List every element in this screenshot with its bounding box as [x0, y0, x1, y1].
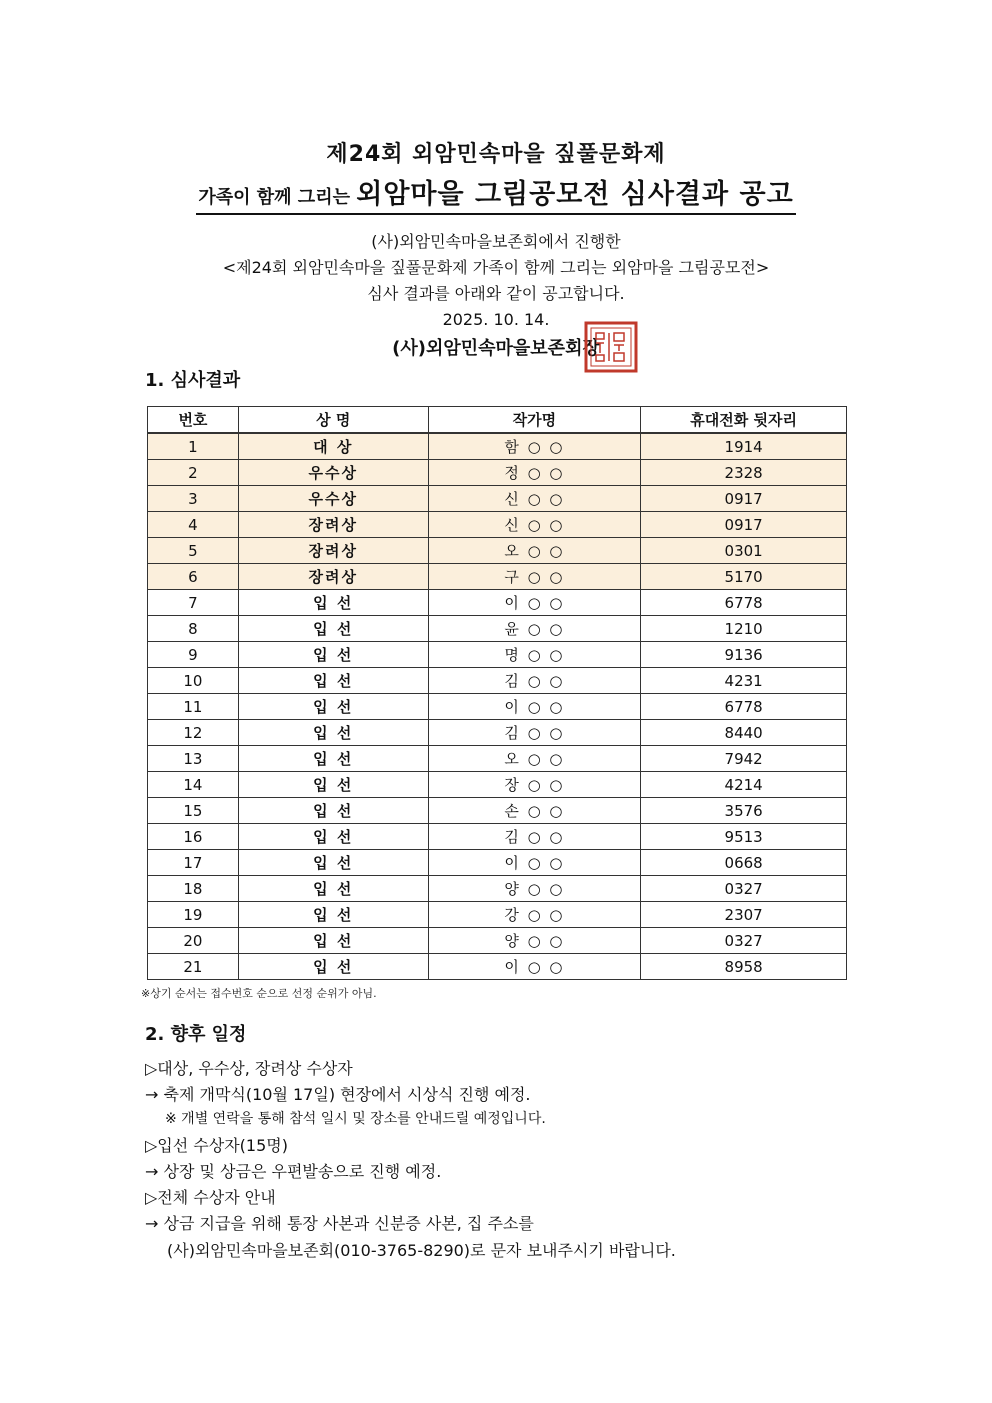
table-row — [148, 928, 847, 954]
cell-number: 18 — [148, 876, 239, 902]
cell-name: 이 ○ ○ — [428, 954, 641, 980]
schedule-line: → 축제 개막식(10월 17일) 현장에서 시상식 진행 예정. — [145, 1085, 531, 1104]
cell-number: 12 — [148, 720, 239, 746]
cell-phone: 2328 — [641, 460, 847, 486]
cell-award: 대 상 — [238, 433, 428, 460]
cell-award: 장려상 — [238, 512, 428, 538]
cell-award: 입 선 — [238, 902, 428, 928]
cell-award: 입 선 — [238, 720, 428, 746]
cell-phone: 1210 — [641, 616, 847, 642]
cell-phone: 1914 — [641, 433, 847, 460]
table-row — [148, 850, 847, 876]
title-underline — [196, 172, 795, 215]
cell-number: 14 — [148, 772, 239, 798]
cell-phone: 0327 — [641, 928, 847, 954]
section-1-heading: 1. 심사결과 — [145, 370, 241, 391]
table-row — [148, 772, 847, 798]
cell-number: 6 — [148, 564, 239, 590]
table-row — [148, 668, 847, 694]
table-row — [148, 720, 847, 746]
cell-phone: 5170 — [641, 564, 847, 590]
title-line-2-large: 외암마을 그림공모전 심사결과 공고 — [356, 179, 794, 210]
cell-phone: 0327 — [641, 876, 847, 902]
cell-phone: 4214 — [641, 772, 847, 798]
cell-name: 명 ○ ○ — [428, 642, 641, 668]
table-row — [148, 798, 847, 824]
cell-award: 장려상 — [238, 538, 428, 564]
cell-name: 윤 ○ ○ — [428, 616, 641, 642]
cell-name: 장 ○ ○ — [428, 772, 641, 798]
cell-award: 입 선 — [238, 824, 428, 850]
cell-phone: 7942 — [641, 746, 847, 772]
table-row — [148, 954, 847, 980]
column-header-number: 번호 — [148, 407, 239, 434]
cell-name: 강 ○ ○ — [428, 902, 641, 928]
table-row — [148, 694, 847, 720]
table-note: ※상기 순서는 접수번호 순으로 선정 순위가 아님. — [141, 987, 377, 1000]
cell-award: 입 선 — [238, 616, 428, 642]
table-row — [148, 512, 847, 538]
cell-number: 20 — [148, 928, 239, 954]
table-row — [148, 460, 847, 486]
column-header-award: 상 명 — [238, 407, 428, 434]
cell-name: 신 ○ ○ — [428, 486, 641, 512]
schedule-note: ※ 개별 연락을 통해 참석 일시 및 장소를 안내드릴 예정입니다. — [165, 1111, 546, 1127]
intro-line-2: <제24회 외암민속마을 짚풀문화제 가족이 함께 그리는 외암마을 그림공모전> — [222, 258, 770, 277]
table-header-row — [148, 407, 847, 434]
cell-name: 신 ○ ○ — [428, 512, 641, 538]
column-header-artist: 작가명 — [428, 407, 641, 434]
cell-award: 입 선 — [238, 876, 428, 902]
cell-award: 장려상 — [238, 564, 428, 590]
cell-name: 이 ○ ○ — [428, 850, 641, 876]
cell-phone: 0917 — [641, 486, 847, 512]
column-header-phone: 휴대전화 뒷자리 — [641, 407, 847, 434]
cell-award: 입 선 — [238, 928, 428, 954]
cell-number: 10 — [148, 668, 239, 694]
table-row — [148, 590, 847, 616]
cell-award: 입 선 — [238, 772, 428, 798]
schedule-line: → 상장 및 상금은 우편발송으로 진행 예정. — [145, 1162, 442, 1181]
table-row — [148, 824, 847, 850]
cell-phone: 0668 — [641, 850, 847, 876]
cell-name: 김 ○ ○ — [428, 720, 641, 746]
organization-name: (사)외암민속마을보존회장 — [392, 338, 600, 359]
cell-phone: 9136 — [641, 642, 847, 668]
cell-award: 입 선 — [238, 590, 428, 616]
table-row — [148, 564, 847, 590]
table-row — [148, 538, 847, 564]
cell-number: 2 — [148, 460, 239, 486]
cell-number: 5 — [148, 538, 239, 564]
cell-name: 양 ○ ○ — [428, 928, 641, 954]
cell-award: 입 선 — [238, 850, 428, 876]
cell-number: 21 — [148, 954, 239, 980]
cell-award: 입 선 — [238, 694, 428, 720]
cell-phone: 8958 — [641, 954, 847, 980]
intro-line-1: (사)외암민속마을보존회에서 진행한 — [371, 232, 621, 251]
cell-phone: 0917 — [641, 512, 847, 538]
cell-name: 양 ○ ○ — [428, 876, 641, 902]
cell-phone: 6778 — [641, 590, 847, 616]
cell-phone: 3576 — [641, 798, 847, 824]
cell-phone: 8440 — [641, 720, 847, 746]
cell-number: 16 — [148, 824, 239, 850]
cell-award: 입 선 — [238, 668, 428, 694]
cell-award: 우수상 — [238, 460, 428, 486]
cell-name: 오 ○ ○ — [428, 746, 641, 772]
results-table — [147, 406, 847, 980]
cell-name: 정 ○ ○ — [428, 460, 641, 486]
schedule-line: (사)외암민속마을보존회(010-3765-8290)로 문자 보내주시기 바랍니다. — [167, 1241, 676, 1260]
table-row — [148, 902, 847, 928]
title-line-2 — [0, 172, 992, 215]
official-seal-icon — [584, 321, 638, 373]
cell-number: 3 — [148, 486, 239, 512]
cell-name: 함 ○ ○ — [428, 433, 641, 460]
cell-number: 11 — [148, 694, 239, 720]
table-row — [148, 486, 847, 512]
cell-award: 입 선 — [238, 798, 428, 824]
cell-number: 13 — [148, 746, 239, 772]
section-2-heading: 2. 향후 일정 — [145, 1024, 247, 1045]
table-row — [148, 746, 847, 772]
cell-award: 입 선 — [238, 746, 428, 772]
cell-phone: 9513 — [641, 824, 847, 850]
cell-name: 김 ○ ○ — [428, 668, 641, 694]
schedule-line: ▷입선 수상자(15명) — [145, 1136, 288, 1155]
cell-name: 김 ○ ○ — [428, 824, 641, 850]
schedule-line: ▷대상, 우수상, 장려상 수상자 — [145, 1059, 353, 1078]
cell-phone: 2307 — [641, 902, 847, 928]
cell-award: 입 선 — [238, 642, 428, 668]
cell-name: 손 ○ ○ — [428, 798, 641, 824]
cell-name: 이 ○ ○ — [428, 590, 641, 616]
cell-number: 4 — [148, 512, 239, 538]
cell-award: 입 선 — [238, 954, 428, 980]
cell-number: 19 — [148, 902, 239, 928]
cell-phone: 4231 — [641, 668, 847, 694]
cell-number: 8 — [148, 616, 239, 642]
cell-award: 우수상 — [238, 486, 428, 512]
cell-phone: 0301 — [641, 538, 847, 564]
title-line-2-small: 가족이 함께 그리는 — [198, 187, 357, 208]
cell-phone: 6778 — [641, 694, 847, 720]
cell-number: 17 — [148, 850, 239, 876]
cell-number: 9 — [148, 642, 239, 668]
schedule-line: ▷전체 수상자 안내 — [145, 1188, 276, 1207]
cell-number: 15 — [148, 798, 239, 824]
cell-number: 1 — [148, 433, 239, 460]
announcement-date: 2025. 10. 14. — [442, 310, 550, 329]
table-row — [148, 642, 847, 668]
intro-line-3: 심사 결과를 아래와 같이 공고합니다. — [367, 284, 625, 303]
title-line-1: 제24회 외암민속마을 짚풀문화제 — [326, 142, 666, 167]
cell-number: 7 — [148, 590, 239, 616]
cell-name: 오 ○ ○ — [428, 538, 641, 564]
table-row — [148, 876, 847, 902]
table-row — [148, 616, 847, 642]
cell-name: 구 ○ ○ — [428, 564, 641, 590]
cell-name: 이 ○ ○ — [428, 694, 641, 720]
table-row — [148, 433, 847, 460]
schedule-line: → 상금 지급을 위해 통장 사본과 신분증 사본, 집 주소를 — [145, 1214, 534, 1233]
